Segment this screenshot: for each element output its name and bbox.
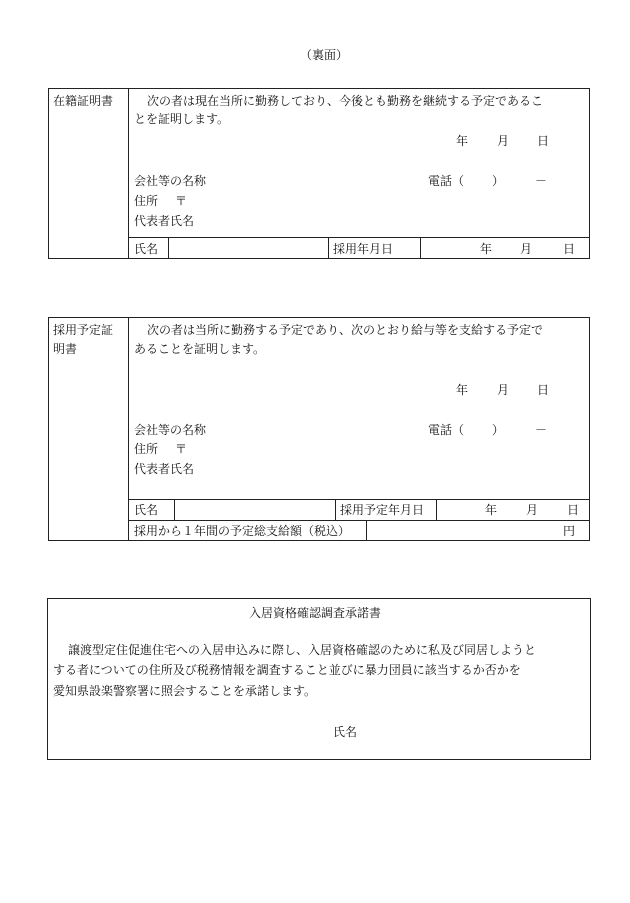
phone-close: ） [492, 174, 505, 188]
phone-label: 電話（ [428, 174, 465, 188]
address-label: 住所 [134, 194, 159, 208]
page-heading: （裏面） [300, 48, 349, 62]
company-name-label: 会社等の名称 [134, 423, 207, 437]
hiring-plan-cert-label-line2: 明書 [53, 342, 78, 356]
planned-hire-year: 年 [485, 503, 498, 517]
hire-date-year: 年 [480, 242, 493, 256]
certify-date-year: 年 [456, 134, 469, 148]
consent-box [47, 598, 591, 760]
employee-name-label: 氏名 [134, 242, 159, 256]
employee-name-label: 氏名 [134, 503, 159, 517]
planned-hire-day: 日 [567, 503, 580, 517]
annual-salary-label: 採用から１年間の予定総支給額（税込） [134, 524, 351, 538]
phone-label: 電話（ [428, 423, 465, 437]
yen-unit: 円 [563, 524, 576, 538]
consent-name-label: 氏名 [333, 725, 358, 739]
phone-dash: － [535, 174, 548, 188]
phone-dash: － [535, 423, 548, 437]
employment-cert-box [48, 88, 590, 259]
planned-hire-month: 月 [526, 503, 539, 517]
consent-title: 入居資格確認調査承諾書 [248, 606, 381, 620]
certify-date-day: 日 [537, 134, 550, 148]
employment-cert-label: 在籍証明書 [53, 94, 114, 108]
employment-cert-statement-line2: とを証明します。 [134, 112, 230, 126]
hire-date-label: 採用年月日 [333, 242, 394, 256]
phone-close: ） [492, 423, 505, 437]
address-label: 住所 [134, 442, 159, 456]
consent-line3: 愛知県設楽警察署に照会することを承諾します。 [53, 684, 317, 698]
representative-label: 代表者氏名 [134, 462, 195, 476]
certify-date-day: 日 [537, 383, 550, 397]
certify-date-month: 月 [497, 134, 510, 148]
hiring-plan-cert-label-line1: 採用予定証 [53, 323, 114, 337]
hire-date-day: 日 [563, 242, 576, 256]
hiring-plan-statement-line2: あることを証明します。 [134, 342, 266, 356]
consent-line2: する者についての住所及び税務情報を調査すること並びに暴力団員に該当するか否かを [53, 663, 521, 677]
company-name-label: 会社等の名称 [134, 174, 207, 188]
certify-date-year: 年 [456, 383, 469, 397]
consent-line1: 譲渡型定住促進住宅への入居申込みに際し、入居資格確認のために私及び同居しようと [68, 643, 537, 657]
planned-hire-date-label: 採用予定年月日 [340, 503, 425, 517]
postal-mark: 〒 [175, 442, 188, 456]
hiring-plan-statement-line1: 次の者は当所に勤務する予定であり、次のとおり給与等を支給する予定で [147, 323, 544, 337]
hiring-plan-cert-box [48, 317, 590, 541]
postal-mark: 〒 [175, 194, 188, 208]
employment-cert-statement-line1: 次の者は現在当所に勤務しており、今後とも勤務を継続する予定であるこ [147, 94, 544, 108]
representative-label: 代表者氏名 [134, 214, 195, 228]
hire-date-month: 月 [520, 242, 533, 256]
certify-date-month: 月 [497, 383, 510, 397]
